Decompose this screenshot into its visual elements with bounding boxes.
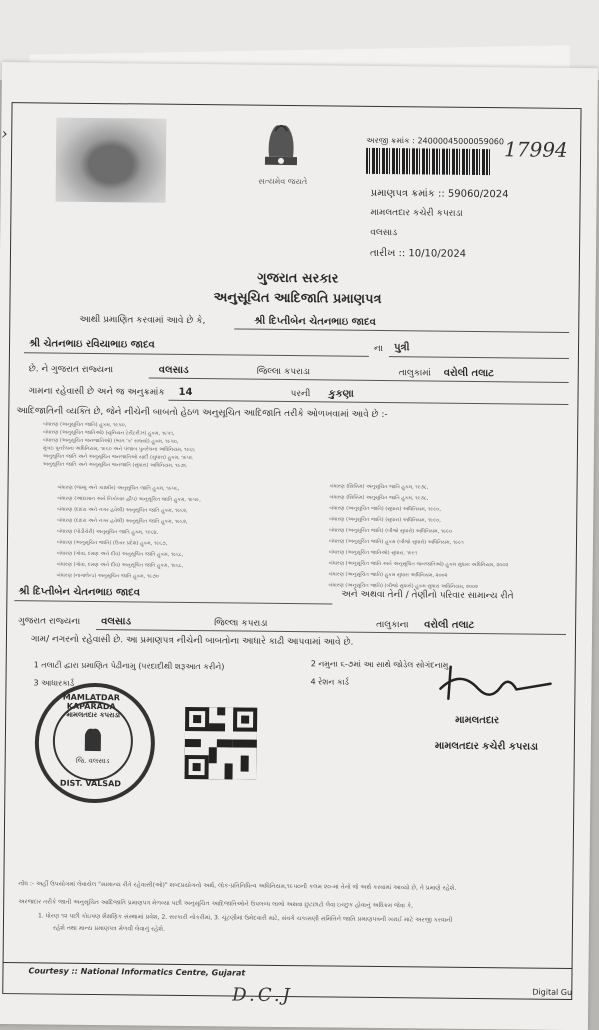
order-item: બંધારણ (નાગાલેન્ડ) અનુસૂચિત જાતિ હુકમ, ૧૯૭૦ <box>56 572 159 580</box>
signature-icon <box>420 658 561 719</box>
courtesy-text: Courtesy :: National Informatics Centre, Gujarat <box>28 966 246 978</box>
order-item: બંધારણ (અનુસૂચિત જાતિ) હુકમ (બીજો સુધારો) અધિનિયમ, ૧૯૯૧ <box>328 538 464 546</box>
handwritten-number: 17994 <box>503 137 568 162</box>
order-item: બંધારણ (દાદરા અને નગર હવેલી) અનુસૂચિત જાતિ હુકમ, ૧૯૬૨, <box>57 517 188 525</box>
order-item: મુંબઇ પુનર્રચના અધિનિયમ, ૧૯૬૦ અને પંજાબ પુનર્રચના અધિનિયમ, ૧૯૬૬ <box>42 445 196 454</box>
handwritten-initials: D.C.J <box>232 984 293 1007</box>
footer-rules: અરજદાર તરીકે જાતી અનુસૂચિત આદિજાતિ પ્રમાણપત્ર મેળવ્યા પછી અનુસૂચિત આદિજાતિઓને ઉપલબ્ધ લાભો અથવા છુટછાટો લેવા ઇચ્છુક હોવાનું અધિક્રમ જેવા કે, <box>18 898 414 910</box>
issuing-district: વલસાડ <box>370 227 398 239</box>
orders-right-list <box>328 481 569 594</box>
order-item: બંધારણ (ગોવા, દમણ અને દીવ) અનુસૂચિત જાતિ હુકમ, ૧૯૬૮, <box>56 561 184 569</box>
order-item: બંધારણ (ગોવા, દમણ અને દીવ) અનુસૂચિત જાતિ હુકમ, ૧૯૬૮, <box>56 550 184 558</box>
order-item: બંધારણ (અનુસૂચિત જાતિ અને અનુસૂચિત જનજાતિઓ) હુકમ સુધારા અધિનિયમ, ૨૦૦૨ <box>328 560 509 569</box>
village-value: વલસાડ <box>158 364 189 376</box>
order-item: બંધારણ (દાદરા અને નગર હવેલી) અનુસૂચિત જાતિ હુકમ, ૧૯૬૨, <box>57 506 188 514</box>
orders-list <box>43 420 563 473</box>
certificate-sheet <box>0 62 598 1030</box>
district-value: જિલ્લા કપરાડા <box>256 366 311 378</box>
order-item: અનુસૂચિત જાતિ અને અનુસૂચિત જનજાતિ (સુધારા) અધિનિયમ, ૧૯૭૬ <box>42 461 187 469</box>
seal-bottom-text: DIST. VALSAD <box>59 778 121 789</box>
application-number: અરજી ક્રમાંક : 24000045000059060 <box>366 135 505 147</box>
office-seal <box>34 682 155 803</box>
order-item: બંધારણ (અનુસૂચિત જાતિઓ) સુધારા, ૧૯૯૧ <box>328 549 418 557</box>
digital-gujarat-text: Digital Gu <box>532 987 573 998</box>
taluka-value: વરોલી તલાટ <box>443 367 495 380</box>
order-item: બંધારણ (અનુસૂચિત જાતિ) હુકમ, ૧૯૫૦, <box>43 421 127 429</box>
national-emblem-icon <box>251 115 312 178</box>
order-item: બંધારણ (અનુસૂચિત જાતિ) હુકમ સુધારા અધિનિયમ, ૨૦૦૨ <box>328 571 448 579</box>
signatory-title: મામલતદાર <box>455 714 500 727</box>
basis-text: ગામ/ નગરનો રહેવાસી છે. આ પ્રમાણપત્ર નીચેની બાબતોના આધારે કાઢી આપવામાં આવે છે. <box>30 634 354 648</box>
order-item: બંધારણ (અનુસૂચિત જાતિ) (બીજો સુધારો) અધિનિયમ, ૧૯૯૦ <box>329 527 453 535</box>
order-item: બંધારણ (અનુસૂચિત જાતિઓ) (યુનિયન ટેરીટરીઝ) હુકમ, ૧૯૫૧, <box>43 429 175 437</box>
taluka-repeat: વરોલી તલાટ <box>424 619 475 631</box>
village-repeat: વલસાડ <box>101 616 132 628</box>
signatory-office: મામલતદાર કચેરી કપરાડા <box>434 740 539 753</box>
qr-code <box>185 707 258 780</box>
district-repeat: જિલ્લા કપરાડા <box>214 618 268 629</box>
footer-rules-list: 1. ધોરણ ૧૨ પછી કોઇપણ શૈક્ષણિક સંસ્થામાં પ્રવેશ, 2. સરકારી નોકરીમાં, 3. ચૂંટણીમાં ઉમેદવારી માટે, સંવર્ગ ચકાસણી સમિતિને જાતિ પ્રમાણપત્રની ખરાઈ માટે અરજી કરવાની <box>38 912 453 924</box>
document-item: 3 આધારકાર્ડ <box>33 678 75 688</box>
taluka-label: તાલુકામાં <box>398 368 431 379</box>
seal-inner-text: મામલતદાર કપરાડા <box>66 710 121 720</box>
government-title: ગુજરાત સરકાર <box>257 270 339 287</box>
order-item: બંધારણ (પોંડીચેરી) અનુસૂચિત જાતિ હુકમ, ૧૯૬૪, <box>57 528 159 536</box>
seal-inner-ring <box>52 701 133 782</box>
serial-number: 14 <box>178 386 193 399</box>
document-item: 1 તલાટી દ્વારા પ્રમાણિત પેઢીનામુ (પરદાદીથી શરૂઆત કરીને) <box>33 660 225 672</box>
state-repeat: ગુજરાત રાજ્યના <box>18 616 81 627</box>
applicant-name-repeat: શ્રી દિપ્તીબેન ચેતનભાઇ જાદવ <box>18 586 141 599</box>
order-item: બંધારણ (અનુસૂચિત જાતિ) (ઉત્તર પ્રદેશ) હુકમ, ૧૯૬૭, <box>56 539 168 547</box>
document-item: 4 રેશન કાર્ડ <box>310 677 350 687</box>
orders-left-list <box>57 483 298 585</box>
staple-mark: › <box>1 123 8 144</box>
footer-note: નોંધ :- અહીં ઉપયોગમાં લેવાયેલ "સામાન્ય રીતે રહેવાસી(ઓ)" શબ્દપ્રયોગનો અર્થ, લોક-પ્રતિનિધિત્વ અધિનિયમ,૧૯૫૦ની કલમ ૨૦-માં તેનો જે અર્થ કરવામાં આવ્યો છે, તે પ્રમાણે રહેશે. <box>18 880 457 892</box>
emblem-motto: સત્યમેવ જયતે <box>258 176 308 187</box>
caste-label: પરની <box>290 389 311 400</box>
order-item: બંધારણ (આંદામાન અને નિકોબાર દ્વીપ) અનુસૂચિત જાતિ હુકમ, ૧૯૫૯, <box>57 495 201 504</box>
order-item: બંધારણ (અનુસૂચિત જાતિ) (સુધારા) અધિનિયમ, ૧૯૯૦, <box>329 505 441 513</box>
certify-prefix: આથી પ્રમાણિત કરવામાં આવે છે કે, <box>79 314 206 327</box>
order-item: બંધારણ (અનુસૂચિત જાતિ) (બીજો સુધારો) હુકમ સુધારા અધિનિયમ, ૨૦૦૨ <box>328 582 478 591</box>
order-item: બંધારણ (સિક્કિમ) અનુસૂચિત જાતિ હુકમ, ૧૯૭૮, <box>329 483 429 491</box>
document-item: 2 નમુના ૬-૭માં આ સાથે જોડેલ સોગંદનામુ <box>310 659 449 670</box>
footer-rules-end: રહેશે તથા માન્ય પ્રમાણપત્ર મેળવી લેવાનું રહેશે. <box>52 924 165 933</box>
relation-value: પુત્રી <box>393 342 410 354</box>
certificate-number: પ્રમાણપત્ર ક્રમાંક :: 59060/2024 <box>370 187 509 201</box>
applicant-name: શ્રી દિપ્તીબેન ચેતનભાઇ જાદવ <box>254 315 376 328</box>
applicant-photo <box>56 118 167 203</box>
issue-date: તારીખ :: 10/10/2024 <box>369 247 467 260</box>
caste-value: કુકણા <box>328 388 354 400</box>
resident-prefix: ગામના રહેવાસી છે અને જ અનુક્રમાંક <box>28 386 165 398</box>
father-name: શ્રી ચેતનભાઇ રવિયાભાઇ જાદવ <box>28 338 155 351</box>
certificate-title: અનુસૂચિત આદિજાતિ પ્રમાણપત્ર <box>213 290 382 307</box>
state-prefix: છે. ને ગુજરાત રાજ્યના <box>28 364 114 376</box>
order-item: અનુસૂચિત જાતિ અને અનુસૂચિત જનજાતિઓ યાદી (સુધારા) હુકમ, ૧૯૫૬ <box>42 453 193 462</box>
relation-label: ના <box>373 343 383 355</box>
order-item: બંધારણ (સિક્કિમ) અનુસૂચિત જાતિ હુકમ, ૧૯૭૮, <box>329 494 429 502</box>
order-item: બંધારણ (અનુસૂચિત જનજાતિઓ) (ભાગ 'ક' રાજ્યો) હુકમ, ૧૯૫૦, <box>43 437 179 445</box>
family-text: અને અથવા તેની / તેણીનો પરિવાર સામાન્ય રીતે <box>341 589 514 602</box>
order-item: બંધારણ (અનુસૂચિત જાતિ) (સુધારા) અધિનિયમ, ૧૯૯૦, <box>329 516 441 524</box>
seal-inner-bottom: જિ. વલસાડ <box>75 756 110 766</box>
barcode <box>366 148 491 175</box>
caste-intro: આદિજાતિની વ્યક્તિ છે, જેને નીચેની બાબતો હેઠળ અનુસૂચિત આદિજાતિ તરીકે ઓળખવામાં આવે છે :- <box>16 406 388 421</box>
taluka-label-repeat: તાલુકાના <box>376 619 409 631</box>
order-item: બંધારણ (જમ્મુ અને કાશ્મીર) અનુસૂચિત જાતિ હુકમ, ૧૯૫૬, <box>57 484 180 492</box>
seal-top-text: MAMLATDAR KAPARADA <box>62 692 121 712</box>
seal-emblem-icon <box>81 725 105 753</box>
issuing-office: મામલતદાર કચેરી કપરાડા <box>370 207 463 219</box>
